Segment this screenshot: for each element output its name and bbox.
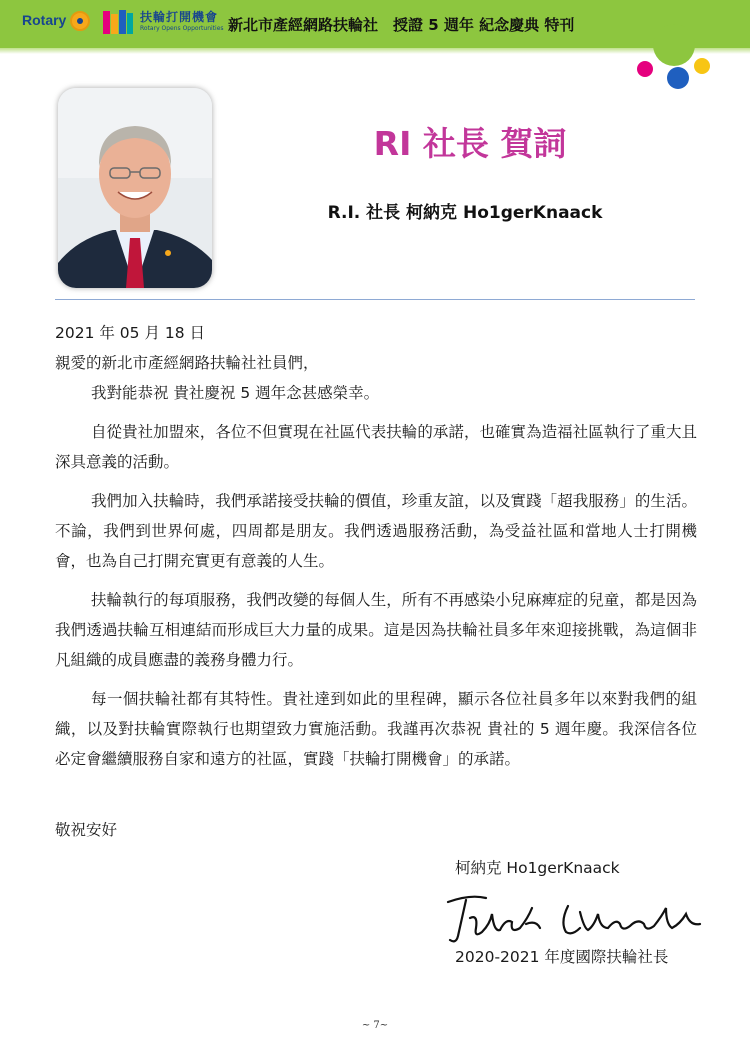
letter-paragraph: 扶輪執行的每項服務，我們改變的每個人生，所有不再感染小兒麻痺症的兒童，都是因為我們透過扶輪互相連結而形成巨大力量的成果。這是因為扶輪社員多年來迎接挑戰，為這個非凡組織的成員應盡的義務身體力行。 bbox=[55, 591, 697, 669]
rotary-wheel-icon bbox=[70, 11, 90, 31]
portrait-illustration bbox=[58, 88, 212, 288]
signer-name: 柯納克 Ho1gerKnaack bbox=[455, 859, 620, 877]
opportunities-en: Rotary Opens Opportunities bbox=[140, 25, 224, 32]
letter-body bbox=[55, 318, 697, 774]
opportunities-zh: 扶輪打開機會 bbox=[140, 10, 219, 24]
subtitle: R.I. 社長 柯納克 Ho1gerKnaack bbox=[327, 203, 603, 223]
portrait-photo bbox=[58, 88, 212, 288]
letter-closing: 敬祝安好 bbox=[55, 821, 118, 839]
opportunities-logo-icon bbox=[102, 8, 134, 36]
page-title: RI 社長 賀詞 bbox=[373, 124, 567, 163]
signer-title: 2020-2021 年度國際扶輪社長 bbox=[455, 948, 669, 966]
letter-paragraph: 我們加入扶輪時，我們承諾接受扶輪的價值，珍重友誼，以及實踐「超我服務」的生活。不論，我們到世界何處，四周都是朋友。我們透過服務活動，為受益社區和當地人士打開機會，也為自己打開充實更有意義的人生。 bbox=[55, 492, 697, 570]
signature-icon bbox=[440, 888, 705, 950]
letter-paragraph: 我對能恭祝 貴社慶祝 5 週年念甚感榮幸。 bbox=[91, 384, 380, 402]
letter-date: 2021 年 05 月 18 日 bbox=[55, 324, 206, 342]
decorative-dots-icon bbox=[628, 20, 728, 100]
letter-paragraph: 自從貴社加盟來，各位不但實現在社區代表扶輪的承諾，也確實為造福社區執行了重大且深具意義的活動。 bbox=[55, 423, 697, 471]
letter-paragraph: 每一個扶輪社都有其特性。貴社達到如此的里程碑，顯示各位社員多年以來對我們的組織，以及對扶輪實際執行也期望致力實施活動。我謹再次恭祝 貴社的 5 週年慶。我深信各位必定會繼續服務自家和遠方的社區，實踐「扶輪打開機會」的承諾。 bbox=[55, 690, 697, 768]
page-number: ~ 7~ bbox=[361, 1020, 389, 1031]
header-title: 新北市產經網路扶輪社 授證 5 週年 紀念慶典 特刊 bbox=[228, 16, 575, 34]
rotary-label: Rotary bbox=[22, 12, 67, 28]
divider bbox=[55, 299, 695, 300]
letter-salutation: 親愛的新北市產經網路扶輪社社員們， bbox=[55, 354, 319, 372]
